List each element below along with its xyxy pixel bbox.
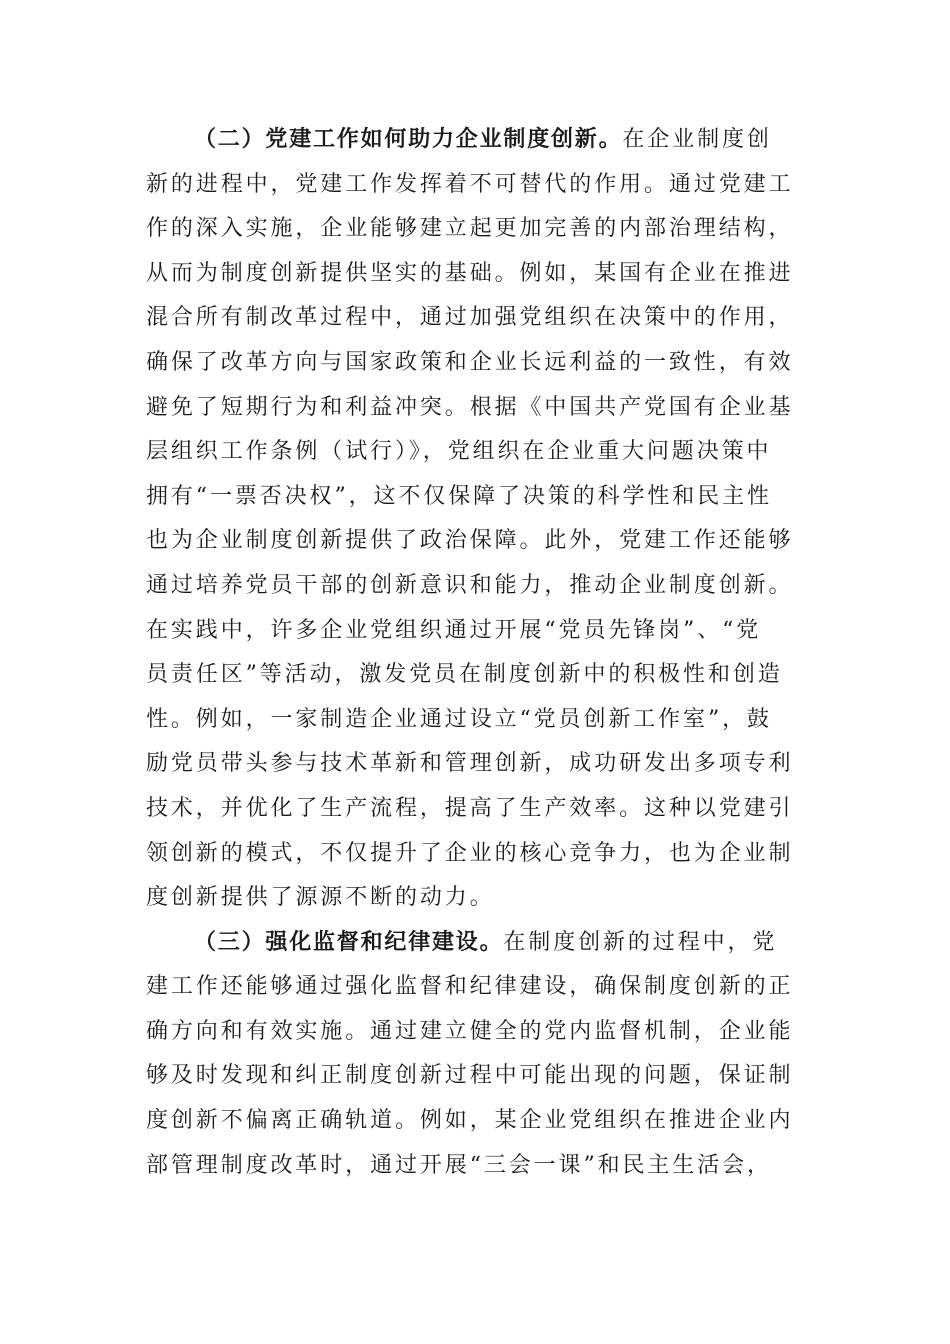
paragraph-1-line-10: 也为企业制度创新提供了政治保障。此外，党建工作还能够	[146, 528, 794, 554]
paragraph-1-line-2: 新的进程中，党建工作发挥着不可替代的作用。通过党建工	[146, 171, 794, 197]
paragraph-1-line-17: 领创新的模式，不仅提升了企业的核心竞争力，也为企业制	[146, 840, 794, 866]
paragraph-2-line-3: 确方向和有效实施。通过建立健全的党内监督机制，企业能	[146, 1018, 794, 1044]
paragraph-2-line-2: 建工作还能够通过强化监督和纪律建设，确保制度创新的正	[146, 974, 794, 1000]
paragraph-2-heading: （三）强化监督和纪律建设。	[194, 929, 504, 955]
paragraph-1-line-8: 层组织工作条例（试行）》，党组织在企业重大问题决策中	[146, 439, 772, 465]
paragraph-1-line-16: 技术，并优化了生产流程，提高了生产效率。这种以党建引	[146, 795, 794, 821]
paragraph-2-line-4: 够及时发现和纠正制度创新过程中可能出现的问题，保证制	[146, 1063, 794, 1089]
paragraph-2-line-6: 部管理制度改革时，通过开展“三会一课”和民主生活会，	[146, 1152, 772, 1178]
paragraph-1-line-15: 励党员带头参与技术革新和管理创新，成功研发出多项专利	[146, 751, 794, 777]
paragraph-2-text: 在制度创新的过程中，党	[503, 929, 778, 955]
paragraph-1-line-5: 混合所有制改革过程中，通过加强党组织在决策中的作用，	[146, 305, 794, 331]
paragraph-1-line-11: 通过培养党员干部的创新意识和能力，推动企业制度创新。	[146, 572, 794, 598]
paragraph-1-line-4: 从而为制度创新提供坚实的基础。例如，某国有企业在推进	[146, 260, 794, 286]
document-body	[146, 118, 806, 1188]
paragraph-1-text: 在企业制度创	[622, 127, 772, 152]
paragraph-1-line-6: 确保了改革方向与国家政策和企业长远利益的一致性，有效	[146, 349, 794, 375]
paragraph-1-line-14: 性。例如，一家制造企业通过设立“党员创新工作室”，鼓	[146, 706, 772, 732]
paragraph-2-line-5: 度创新不偏离正确轨道。例如，某企业党组织在推进企业内	[146, 1108, 794, 1134]
paragraph-1-line-12: 在实践中，许多企业党组织通过开展“党员先锋岗”、“党	[146, 617, 762, 643]
paragraph-2-line-1	[146, 921, 806, 966]
paragraph-1-line-7: 避免了短期行为和利益冲突。根据《中国共产党国有企业基	[146, 394, 794, 420]
paragraph-1-line-3: 作的深入实施，企业能够建立起更加完善的内部治理结构，	[146, 216, 794, 242]
paragraph-1-heading: （二）党建工作如何助力企业制度创新。	[194, 127, 623, 152]
paragraph-1-line-1	[146, 118, 806, 163]
paragraph-1-line-18: 度创新提供了源源不断的动力。	[146, 885, 495, 911]
paragraph-1-line-9: 拥有“一票否决权”，这不仅保障了决策的科学性和民主性	[146, 483, 772, 509]
paragraph-1-line-13: 员责任区”等活动，激发党员在制度创新中的积极性和创造	[146, 662, 783, 688]
